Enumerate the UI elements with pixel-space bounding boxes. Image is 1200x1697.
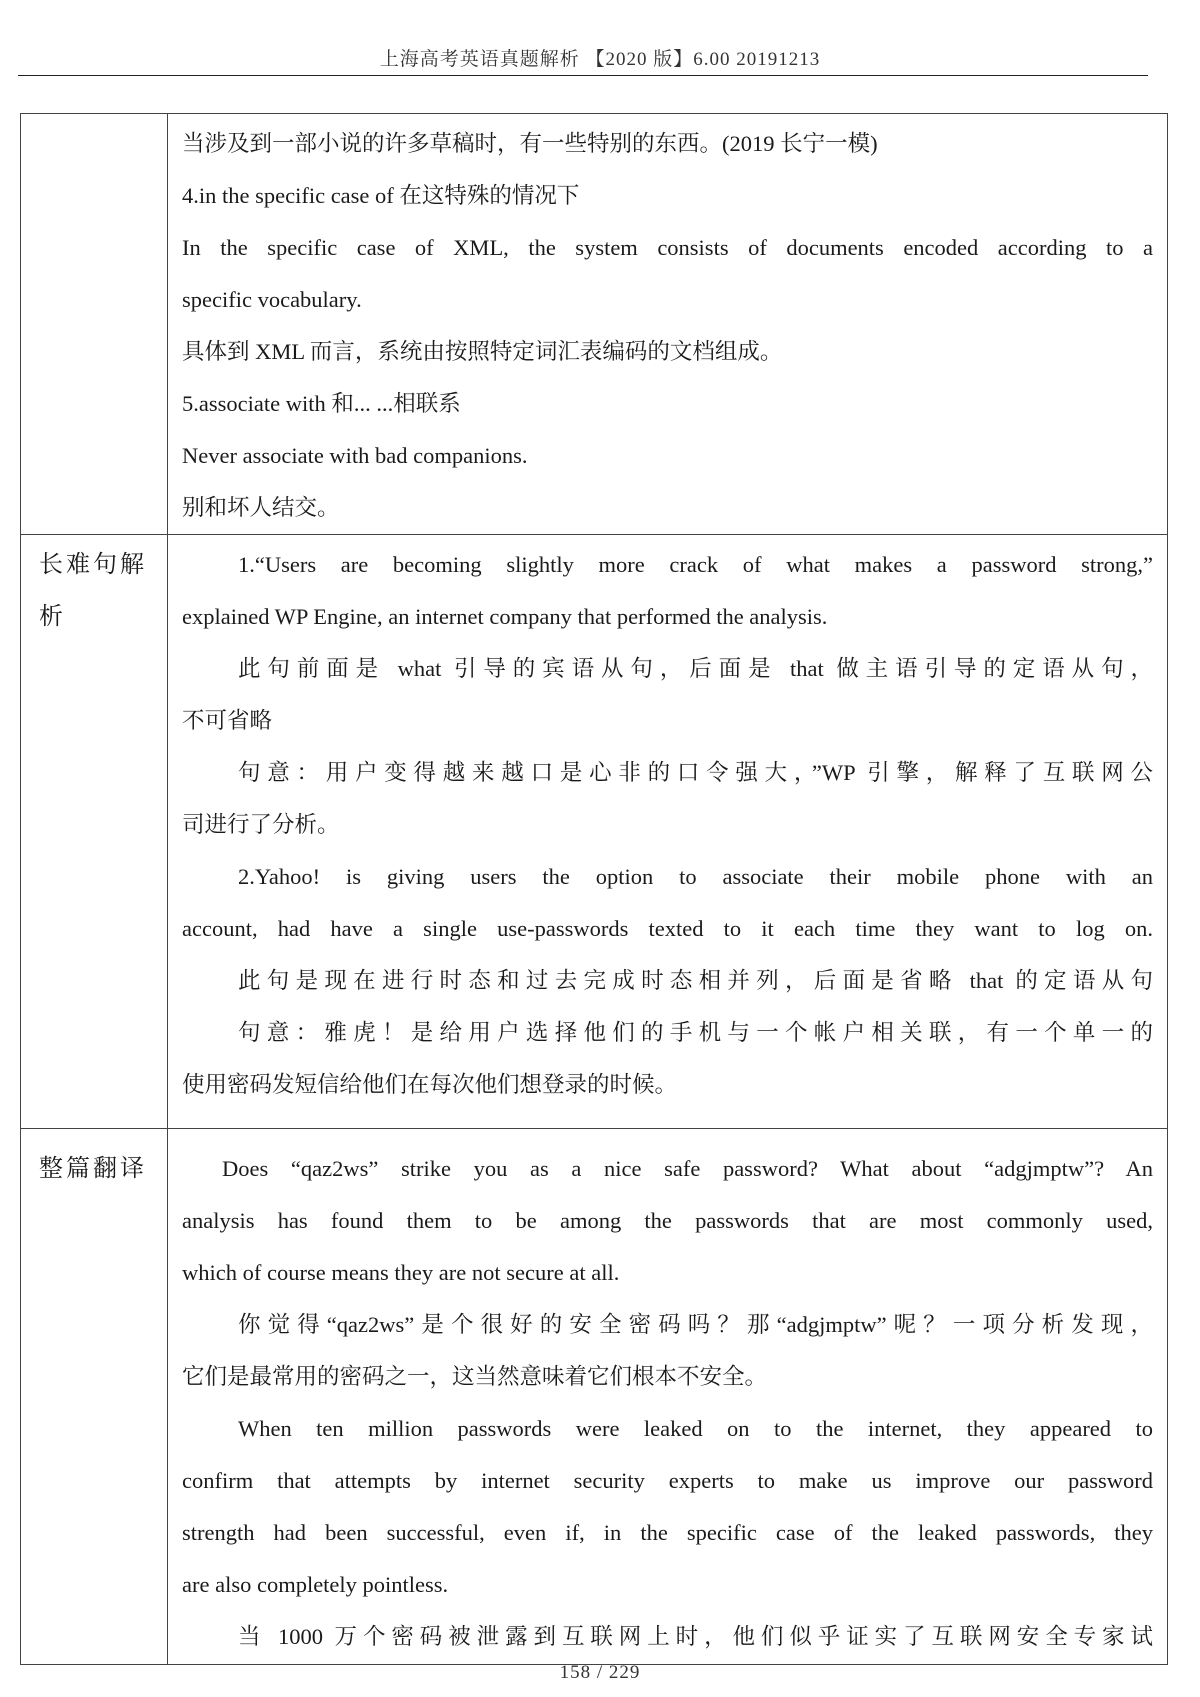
text-line: 5.associate with 和... ...相联系 [182, 391, 461, 416]
text-line: 2.Yahoo! is giving users the option to associate their mobile phone with an [238, 864, 1153, 889]
text-line: When ten million passwords were leaked on to the internet, they appeared to [238, 1416, 1153, 1441]
page-number: 158 / 229 [559, 1662, 641, 1683]
table-row [21, 114, 1168, 535]
row-label: 整篇翻译 [21, 1129, 168, 1665]
text-line: 句意：雅虎！是给用户选择他们的手机与一个帐户相关联，有一个单一的 [238, 1020, 1153, 1045]
text-line: confirm that attempts by internet security experts to make us improve our password [182, 1468, 1153, 1493]
text-line: 此句前面是 what 引导的宾语从句，后面是 that 做主语引导的定语从句， [238, 656, 1153, 681]
text-line: 它们是最常用的密码之一，这当然意味着它们根本不安全。 [182, 1364, 768, 1389]
table-row [21, 535, 1168, 1129]
text-line: 4.in the specific case of 在这特殊的情况下 [182, 183, 580, 208]
text-line: 使用密码发短信给他们在每次他们想登录的时候。 [182, 1072, 678, 1097]
document-table [20, 113, 1168, 1665]
text-line: account, had have a single use-passwords texted to it each time they want to log on. [182, 916, 1153, 941]
text-line: 当 1000 万个密码被泄露到互联网上时，他们似乎证实了互联网安全专家试 [238, 1624, 1153, 1649]
text-line: 别和坏人结交。 [182, 495, 340, 520]
text-line: 不可省略 [182, 708, 273, 733]
text-line: 司进行了分析。 [182, 812, 340, 837]
text-line: 此句是现在进行时态和过去完成时态相并列，后面是省略 that 的定语从句 [238, 968, 1153, 993]
row-content [168, 535, 1168, 1129]
header-rule [18, 75, 1148, 76]
text-line: analysis has found them to be among the passwords that are most commonly used, [182, 1208, 1153, 1233]
text-line: Never associate with bad companions. [182, 443, 528, 468]
row-content [168, 1129, 1168, 1665]
text-line: 当涉及到一部小说的许多草稿时，有一些特别的东西。(2019 长宁一模) [182, 131, 878, 156]
text-line: strength had been successful, even if, in the specific case of the leaked passwords, they [182, 1520, 1153, 1545]
text-line: 你觉得“qaz2ws”是个很好的安全密码吗？那“adgjmptw”呢？一项分析发现， [238, 1312, 1153, 1337]
text-line: specific vocabulary. [182, 287, 362, 312]
text-line: explained WP Engine, an internet company that performed the analysis. [182, 604, 828, 629]
row-label: 长难句解析 [21, 535, 168, 1129]
row-content [168, 114, 1168, 535]
text-line: 句意：用户变得越来越口是心非的口令强大，”WP 引擎，解释了互联网公 [238, 760, 1153, 785]
row-label [21, 114, 168, 535]
text-line: are also completely pointless. [182, 1572, 449, 1597]
text-line: In the specific case of XML, the system consists of documents encoded according to a [182, 235, 1153, 260]
text-line: which of course means they are not secure at all. [182, 1260, 620, 1285]
table-row [21, 1129, 1168, 1665]
text-line: Does “qaz2ws” strike you as a nice safe password? What about “adgjmptw”? An [222, 1156, 1153, 1181]
text-line: 1.“Users are becoming slightly more crack of what makes a password strong,” [238, 552, 1153, 577]
page-header: 上海高考英语真题解析 【2020 版】6.00 20191213 [379, 49, 821, 70]
text-line: 具体到 XML 而言，系统由按照特定词汇表编码的文档组成。 [182, 339, 783, 364]
